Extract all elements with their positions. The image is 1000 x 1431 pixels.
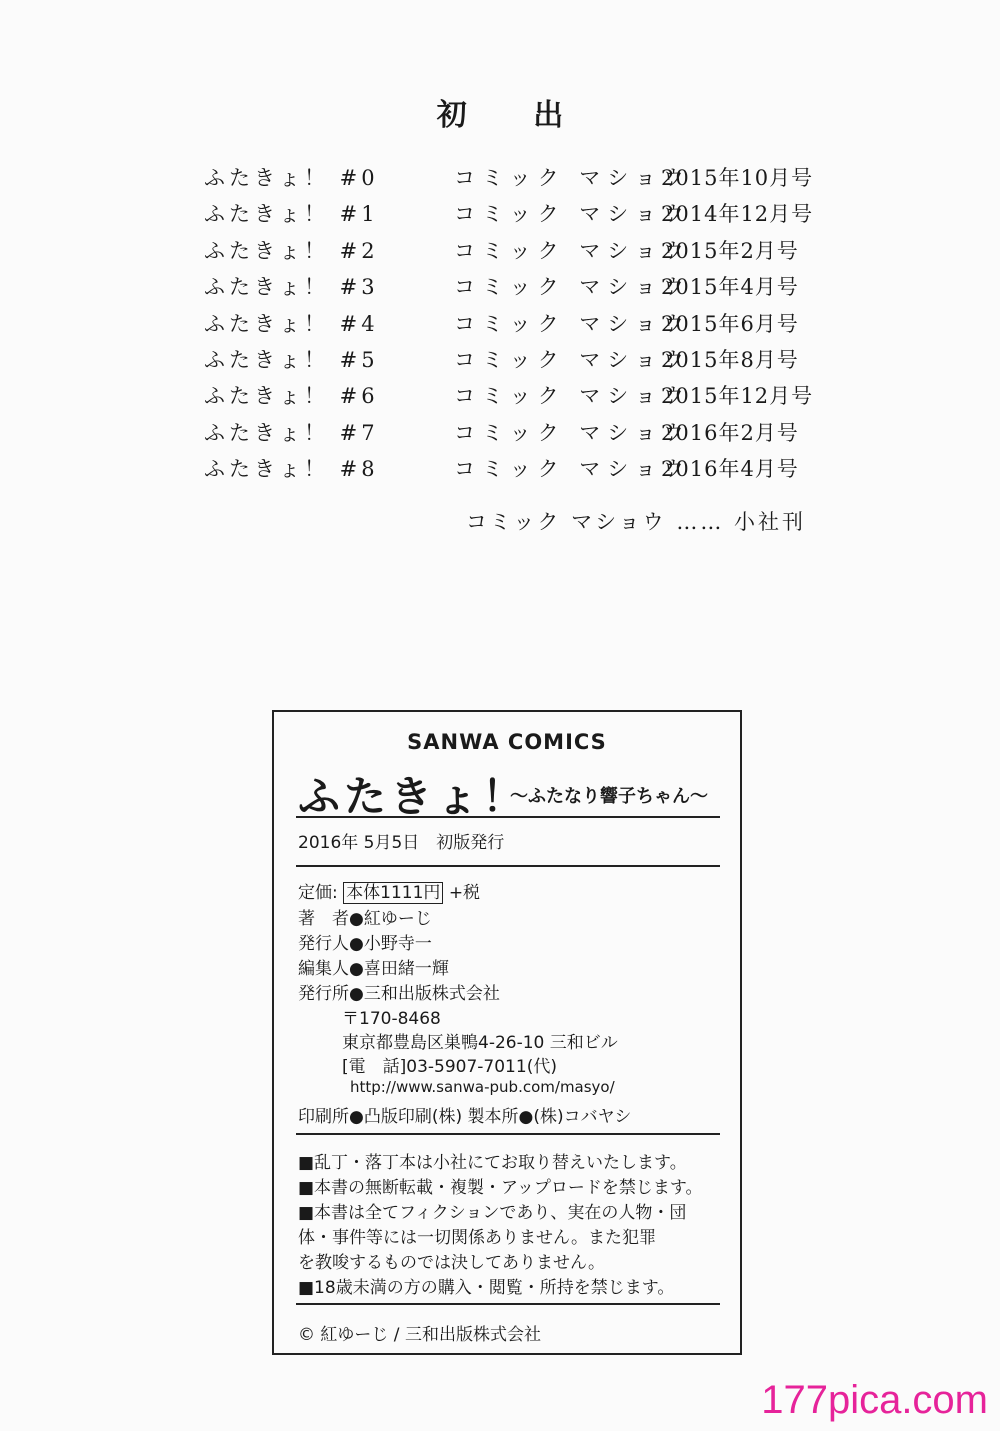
magazine-name: コミック マショウ — [454, 166, 691, 190]
chapter-title: ふたきょ！ #0 — [204, 166, 379, 190]
magazine-name: コミック マショウ — [454, 275, 691, 300]
book-subtitle: ～ふたなり響子ちゃん～ — [510, 786, 708, 807]
watermark: 177pica.com — [761, 1378, 988, 1422]
notice-line: 体・事件等には一切関係ありません。また犯罪 — [298, 1228, 657, 1248]
issue-date: 2015年12月号 — [661, 384, 814, 409]
magazine-name: コミック マショウ — [454, 238, 691, 263]
divider — [296, 1133, 720, 1135]
publisher-person-line: 発行人●小野寺一 — [298, 934, 432, 954]
copyright-line: © 紅ゆーじ / 三和出版株式会社 — [298, 1325, 541, 1345]
magazine-name: コミック マショウ — [454, 202, 691, 227]
issue-date: 2015年10月号 — [661, 166, 814, 190]
chapter-title: ふたきょ！ #3 — [204, 275, 379, 300]
issue-date: 2015年4月号 — [661, 275, 799, 300]
phone-line: [電 話]03-5907-7011(代) — [342, 1057, 557, 1077]
chapter-title: ふたきょ！ #5 — [204, 347, 379, 372]
magazine-name: コミック マショウ — [454, 420, 691, 445]
price-line — [298, 878, 480, 903]
issue-date: 2015年2月号 — [661, 238, 799, 263]
magazine-name: コミック マショウ — [454, 457, 691, 482]
website-link[interactable]: http://www.sanwa-pub.com/masyo/ — [350, 1078, 615, 1096]
editor-line: 編集人●喜田緒一輝 — [298, 959, 449, 979]
book-title: ふたきょ！ — [298, 772, 529, 821]
divider — [296, 865, 720, 867]
list-item — [204, 306, 824, 342]
chapter-title: ふたきょ！ #4 — [204, 311, 379, 336]
price-tax: +税 — [448, 883, 481, 903]
series-label: SANWA COMICS — [407, 730, 607, 754]
list-item — [204, 342, 824, 378]
list-item — [204, 451, 824, 487]
price-value: 本体1111円 — [343, 882, 443, 904]
issue-date: 2015年8月号 — [661, 347, 799, 372]
issue-date: 2015年6月号 — [661, 311, 799, 336]
notice-line: ■本書の無断転載・複製・アップロードを禁じます。 — [298, 1178, 703, 1198]
list-item — [204, 233, 824, 269]
publisher-company-line: 発行所●三和出版株式会社 — [298, 984, 500, 1004]
chapter-title: ふたきょ！ #8 — [204, 457, 379, 482]
list-item — [204, 415, 824, 451]
first-appearance-list — [204, 160, 824, 488]
price-label: 定価: — [298, 883, 338, 903]
printing-line: 印刷所●凸版印刷(株) 製本所●(株)コバヤシ — [298, 1107, 632, 1127]
issue-date: 2016年2月号 — [661, 420, 799, 445]
magazine-name: コミック マショウ — [454, 311, 691, 336]
magazine-name: コミック マショウ — [454, 347, 691, 372]
address-line: 東京都豊島区巣鴨4-26-10 三和ビル — [342, 1033, 618, 1053]
divider — [296, 1303, 720, 1305]
colophon-box — [272, 710, 742, 1355]
postal-code: 〒170-8468 — [342, 1009, 441, 1029]
list-item — [204, 269, 824, 305]
notice-line: ■乱丁・落丁本は小社にてお取り替えいたします。 — [298, 1153, 687, 1173]
list-item — [204, 196, 824, 232]
magazine-name: コミック マショウ — [454, 384, 691, 409]
author-line: 著 者●紅ゆーじ — [298, 909, 432, 929]
notice-line: ■18歳未満の方の購入・閲覧・所持を禁じます。 — [298, 1278, 675, 1298]
list-item — [204, 378, 824, 414]
chapter-title: ふたきょ！ #2 — [204, 238, 379, 263]
issue-date: 2016年4月号 — [661, 457, 799, 482]
publisher-note: コミック マショウ …… 小社刊 — [465, 510, 806, 534]
page-heading: 初 出 — [436, 98, 592, 133]
notice-line: を教唆するものでは決してありません。 — [298, 1253, 606, 1273]
notice-line: ■本書は全てフィクションであり、実在の人物・団 — [298, 1203, 687, 1223]
divider — [296, 816, 720, 818]
chapter-title: ふたきょ！ #6 — [204, 384, 379, 409]
chapter-title: ふたきょ！ #7 — [204, 420, 379, 445]
issue-date: 2014年12月号 — [661, 202, 814, 227]
edition-date: 2016年 5月5日 初版発行 — [298, 833, 505, 853]
chapter-title: ふたきょ！ #1 — [204, 202, 379, 227]
list-item — [204, 160, 824, 196]
